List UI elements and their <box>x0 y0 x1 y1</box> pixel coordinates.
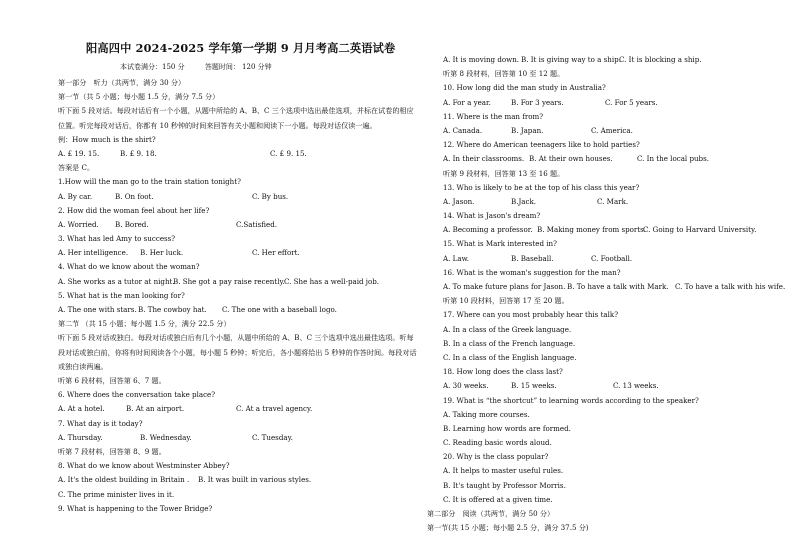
q1-option-a: A. By car. <box>58 191 93 201</box>
q4-option-b: B. She got a pay raise recently. <box>173 276 285 286</box>
q5-option-c: C. The one with a baseball logo. <box>222 305 337 315</box>
q10-option-b: B. For 3 years. <box>511 97 564 107</box>
q4-option-a: A. She works as a tutor at night. <box>58 276 175 286</box>
q11-option-b: B. Japan. <box>511 125 544 135</box>
example-question: 例：How much is the shirt? <box>58 134 156 144</box>
exam-title: 阳高四中 2024-2025 学年第一学期 9 月月考高二英语试卷 <box>86 41 396 55</box>
q5-option-a: A. The one with stars. <box>58 305 137 315</box>
q8-option-a: A. It's the oldest building in Britain . <box>58 475 190 485</box>
q3-option-b: B. Her luck. <box>140 248 184 258</box>
q10-option-c: C. For 5 years. <box>605 97 658 107</box>
example-option-b: B. £ 9. 18. <box>120 148 157 158</box>
question-19: 19. What is “the shortcut” to learning words according to the speaker? <box>443 395 699 405</box>
q17-option-c: C. In a class of the English language. <box>443 352 577 362</box>
q20-option-c: C. It is offered at a given time. <box>443 494 553 504</box>
question-13-options <box>443 195 794 209</box>
question-12: 12. Where do American teenagers like to hold parties? <box>443 140 640 150</box>
example-answer: 答案是 C。 <box>58 163 95 173</box>
q14-option-b: B. Making money from sports. <box>537 225 647 235</box>
q17-option-b: B. In a class of the French language. <box>443 338 576 348</box>
q3-option-c: C. Her effort. <box>252 248 300 258</box>
question-7-options <box>58 431 420 445</box>
q8-option-c: C. The prime minister lives in it. <box>58 489 175 499</box>
q15-option-b: B. Baseball. <box>511 253 554 263</box>
q16-option-b: B. To have a talk with Mark. <box>567 282 669 291</box>
question-13: 13. Who is likely to be at the top of his class this year? <box>443 182 640 192</box>
question-16: 16. What is the woman's suggestion for the man? <box>443 267 621 277</box>
question-16-options <box>443 280 794 294</box>
q14-option-a: A. Becoming a professor. <box>443 225 533 235</box>
q6-option-c: C. At a travel agency. <box>236 404 313 414</box>
question-11: 11. Where is the man from? <box>443 111 544 121</box>
q19-option-b: B. Learning how words are formed. <box>443 423 571 433</box>
question-4-options <box>58 275 420 289</box>
listen-material-8: 听第 8 段材料，回答第 10 至 12 题。 <box>443 69 565 79</box>
question-6-options <box>58 402 420 416</box>
question-2: 2. How did the woman feel about her life? <box>58 205 210 215</box>
q7-option-a: A. Thursday. <box>58 432 103 442</box>
q9-option-c: C. It is blocking a ship. <box>619 55 702 64</box>
question-10: 10. How long did the man study in Australia? <box>443 83 606 93</box>
q12-option-b: B. At their own houses. <box>529 154 613 164</box>
question-14: 14. What is Jason's dream? <box>443 211 541 221</box>
question-20: 20. Why is the class popular? <box>443 452 549 462</box>
q7-option-c: C. Tuesday. <box>252 432 293 442</box>
question-9: 9. What is happening to the Tower Bridge? <box>58 503 213 513</box>
question-18-options <box>443 379 794 393</box>
q16-option-a: A. To make future plans for Jason. <box>443 282 566 291</box>
question-2-options <box>58 218 420 232</box>
question-12-options <box>443 152 794 166</box>
question-11-options <box>443 124 794 138</box>
question-5: 5. What hat is the man looking for? <box>58 290 185 300</box>
q18-option-c: C. 13 weeks. <box>613 381 659 391</box>
question-17: 17. Where can you most probably hear this talk? <box>443 310 619 320</box>
q15-option-c: C. Football. <box>591 253 633 263</box>
q6-option-a: A. At a hotel. <box>58 404 105 414</box>
example-option-c: C. £ 9. 15. <box>270 148 307 158</box>
q19-option-c: C. Reading basic words aloud. <box>443 438 552 448</box>
q12-option-a: A. In their classrooms. <box>443 154 525 164</box>
question-7: 7. What day is it today? <box>58 418 143 428</box>
example-option-a: A. £ 19. 15. <box>58 148 100 158</box>
right-column <box>427 53 794 535</box>
q16-option-c: C. To have a talk with his wife. <box>675 282 786 291</box>
q2-option-a: A. Worried. <box>58 219 99 229</box>
q13-option-b: B.Jack. <box>511 196 537 206</box>
question-8: 8. What do we know about Westminster Abbey? <box>58 461 230 471</box>
q7-option-b: B. Wednesday. <box>140 432 192 442</box>
q9-option-b: B. It is giving way to a ship. <box>521 55 621 64</box>
q9-option-a: A. It is moving down. <box>443 55 520 64</box>
section2-heading: 第二节 （共 15 小题；每小题 1.5 分，满分 22.5 分） <box>58 319 231 329</box>
part2-section1-heading: 第一节(共 15 小题；每小题 2.5 分，满分 37.5 分) <box>427 523 589 533</box>
question-8-options <box>58 473 420 487</box>
q20-option-a: A. It helps to master useful rules. <box>443 466 564 476</box>
listen-material-9: 听第 9 段材料，回答第 13 至 16 题。 <box>443 168 565 178</box>
question-9-options <box>443 53 794 67</box>
example-options <box>58 147 420 161</box>
section1-instructions: 听下面 5 段对话。每段对话后有一个小题，从题中所给的 A、B、C 三个选项中选出最佳选项，并标在试卷的相应位置。听完每段对话后，你都有 10 秒钟的时间来回答有关小题和阅读下一小题。每段对话仅读一遍。 <box>58 106 414 130</box>
question-15: 15. What is Mark interested in? <box>443 239 557 249</box>
question-1: 1.How will the man go to the train station tonight? <box>58 177 241 187</box>
question-14-options <box>443 223 794 237</box>
q1-option-b: B. On foot. <box>115 191 154 201</box>
listen-material-7: 听第 7 段材料，回答第 8、9 题。 <box>58 446 166 456</box>
exam-meta <box>120 62 272 72</box>
q11-option-c: C. America. <box>591 125 633 135</box>
q2-option-b: B. Bored. <box>115 219 149 229</box>
question-18: 18. How long does the class last? <box>443 367 563 377</box>
q18-option-b: B. 15 weeks. <box>511 381 557 391</box>
q14-option-c: C. Going to Harvard University. <box>643 225 757 235</box>
listen-material-6: 听第 6 段材料，回答第 6、7 题。 <box>58 376 166 386</box>
question-3-options <box>58 246 420 260</box>
part2-heading: 第二部分 阅读（共两节，满分 50 分） <box>427 509 555 518</box>
question-3: 3. What has led Amy to success? <box>58 234 176 244</box>
question-4: 4. What do we know about the woman? <box>58 262 200 272</box>
q17-option-a: A. In a class of the Greek language. <box>443 324 572 334</box>
q3-option-a: A. Her intelligence. <box>58 248 129 258</box>
q10-option-a: A. For a year. <box>443 97 491 107</box>
left-column <box>58 76 420 516</box>
q11-option-a: A. Canada. <box>443 125 483 135</box>
q4-option-c: C. She has a well-paid job. <box>284 276 380 286</box>
q12-option-c: C. In the local pubs. <box>637 154 709 164</box>
question-5-options <box>58 303 420 317</box>
section2-instructions: 听下面 5 段对话或独白。每段对话或独白后有几个小题，从题中所给的 A、B、C 三个选项中选出最佳选项。听每段对话或独白前，你将有时间阅读各个小题，每小题 5 秒钟；听完后，各小题将给出 5 秒钟的作答时间。每段对话或独白读两遍。 <box>58 333 417 371</box>
q6-option-b: B. At an airport. <box>126 404 185 414</box>
question-15-options <box>443 252 794 266</box>
q2-option-c: C.Satisfied. <box>236 219 278 229</box>
section1-heading: 第一节（共 5 小题；每小题 1.5 分，满分 7.5 分） <box>58 92 220 102</box>
q20-option-b: B. It's taught by Professor Morris. <box>443 480 566 490</box>
q1-option-c: C. By bus. <box>252 191 289 201</box>
question-10-options <box>443 96 794 110</box>
q15-option-a: A. Law. <box>443 253 470 263</box>
q13-option-c: C. Mark. <box>597 196 629 206</box>
q5-option-b: B. The cowboy hat. <box>138 305 207 315</box>
question-6: 6. Where does the conversation take place? <box>58 390 216 400</box>
total-score: 本试卷满分：150 分 <box>120 63 185 71</box>
question-1-options <box>58 190 420 204</box>
listen-material-10: 听第 10 段材料，回答第 17 至 20 题。 <box>443 296 569 306</box>
part1-heading: 第一部分 听力（共两节，满分 30 分） <box>58 78 186 87</box>
q13-option-a: A. Jason. <box>443 196 475 206</box>
answer-time: 答题时间： 120 分钟 <box>204 63 272 71</box>
q8-option-b: B. It was built in various styles. <box>198 475 312 485</box>
q18-option-a: A. 30 weeks. <box>443 381 489 391</box>
q19-option-a: A. Taking more courses. <box>443 409 530 419</box>
